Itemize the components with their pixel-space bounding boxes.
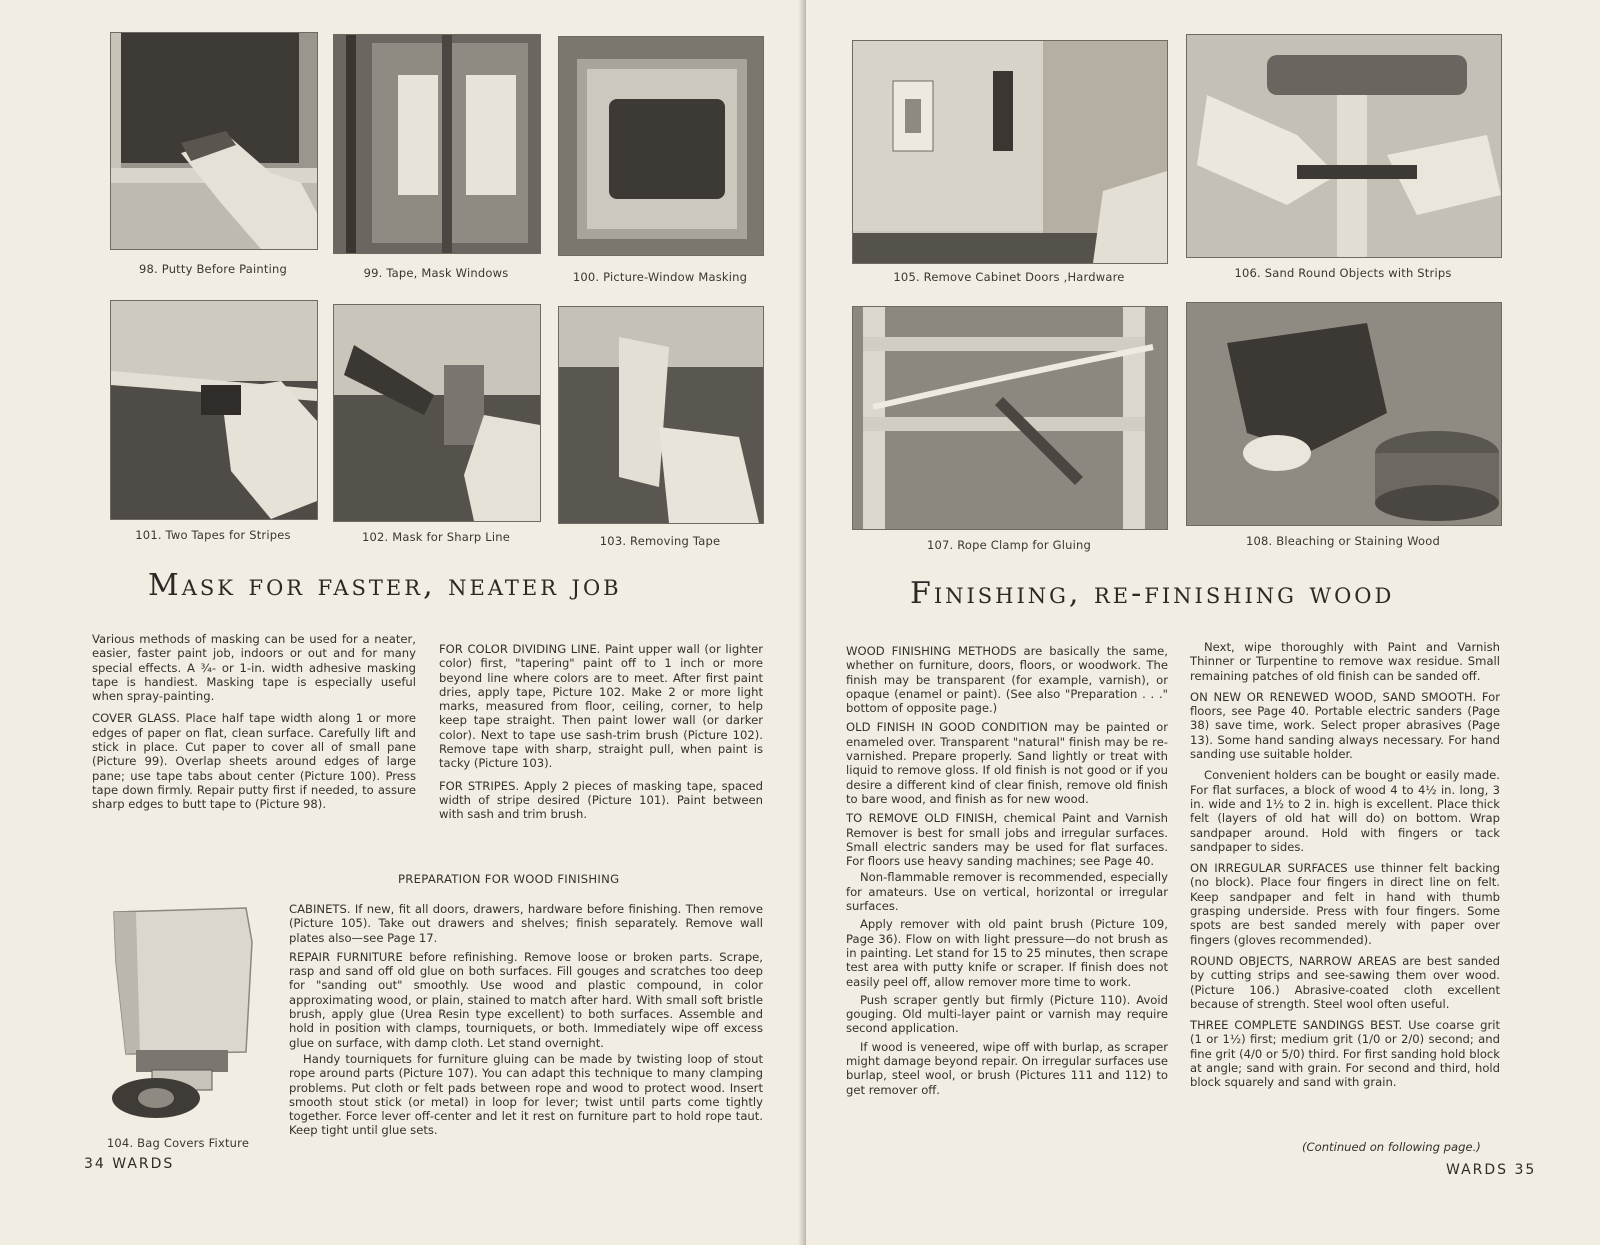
caption-101: 101. Two Tapes for Stripes (135, 528, 291, 542)
photo-105-cabinet-doors (852, 40, 1168, 264)
caption-98: 98. Putty Before Painting (139, 262, 287, 276)
subheading-preparation: PREPARATION FOR WOOD FINISHING (398, 872, 620, 886)
photo-100-picture-window (558, 36, 764, 256)
left-col-2 (439, 642, 763, 830)
caption-106: 106. Sand Round Objects with Strips (1234, 266, 1452, 280)
paragraph-non-flammable: Non-flammable remover is recommended, especially for amateurs. Use on vertical, horizontal or irregular surfaces. (846, 870, 1168, 914)
caption-100: 100. Picture-Window Masking (572, 270, 748, 284)
paragraph-holders: Convenient holders can be bought or easily made. For flat surfaces, a block of wood 4 to 4½ in. long, 3 in. wide and 1½ to 2 in. high is excellent. Place thick felt (layers of old hat will do) on bottom. Wrap sandpaper around. Hold with fingers or tack sandpaper to sides. (1190, 768, 1500, 854)
paragraph-apply-remover: Apply remover with old paint brush (Picture 109, Page 36). Flow on with light pressure—do not brush as in painting. Let stand for 15 to 25 minutes, then scrape test area with putty knife or scraper. If finish does not easily peel off, allow remover more time to work. (846, 917, 1168, 989)
caption-104: 104. Bag Covers Fixture (106, 1136, 250, 1150)
paragraph-cabinets: CABINETS. If new, fit all doors, drawers, hardware before finishing. Then remove (Picture 105). Take out drawers and shelves; finish separately. Remove wall plates also—see Page 17. (289, 902, 763, 945)
photo-103-removing-tape (558, 306, 764, 524)
paragraph-irregular-surfaces: ON IRREGULAR SURFACES use thinner felt backing (no block). Place four fingers in direct line on felt. Keep sandpaper and felt in hand with thumb grasping underside. Press with four fingers. Some spots are best sanded merely with paper over fingers (gloves recommended). (1190, 861, 1500, 947)
caption-108: 108. Bleaching or Staining Wood (1246, 534, 1440, 548)
paragraph-cover-glass: COVER GLASS. Place half tape width along 1 or more edges of paper on flat, clean surface. Carefully lift and stick in place. Cut paper to cover all of small pane (Picture 99). Overlap sheets around edges of large pane; use tape tabs about center (Picture 100). Press tape down firmly. Repair putty first if needed, to assure sharp edges to butt tape to (Picture 98). (92, 711, 416, 812)
photo-104-bag-fixture (96, 902, 264, 1124)
right-page (806, 0, 1600, 1245)
paragraph-stripes: FOR STRIPES. Apply 2 pieces of masking tape, spaced width of stripe desired (Picture 101). Paint between with sash and trim brush. (439, 778, 763, 822)
caption-102: 102. Mask for Sharp Line (361, 530, 511, 544)
left-col-1 (92, 632, 416, 820)
photo-107-rope-clamp (852, 306, 1168, 530)
right-col-2 (1190, 640, 1500, 1098)
paragraph-old-finish: OLD FINISH IN GOOD CONDITION may be painted or enameled over. Transparent "natural" finish may be re-varnished. Prepare properly. Sand lightly or treat with liquid to remove gloss. If old finish is not good or if you desire a different kind of clear finish, remove old finish to bare wood, and finish as for new wood. (846, 720, 1168, 806)
caption-107: 107. Rope Clamp for Gluing (926, 538, 1092, 552)
photo-101-two-tapes (110, 300, 318, 520)
paragraph-round-objects: ROUND OBJECTS, NARROW AREAS are best sanded by cutting strips and see-sawing them over wood. (Picture 106.) Abrasive-coated cloth excellent because of strength. Steel wool often useful. (1190, 953, 1500, 1011)
paragraph-color-dividing-line: FOR COLOR DIVIDING LINE. Paint upper wall (or lighter color) first, "tapering" paint off to 1 inch or more beyond line where colors are to meet. After first paint dries, apply tape, Picture 102. Make 2 or more light marks, measured from floor, ceiling, corner, to help keep tape straight. Then paint lower wall (or darker color). Next to tape use sash-trim brush (Picture 102). Remove tape with sharp, straight pull, when paint is tacky (Picture 103). (439, 642, 763, 771)
photo-99-tape-windows (333, 34, 541, 254)
photo-108-bleaching (1186, 302, 1502, 526)
right-heading: Finishing, re-finishing wood (910, 576, 1395, 611)
photo-106-sand-round (1186, 34, 1502, 258)
caption-105: 105. Remove Cabinet Doors ,Hardware (893, 270, 1125, 284)
caption-103: 103. Removing Tape (599, 534, 721, 548)
paragraph-push-scraper: Push scraper gently but firmly (Picture 110). Avoid gouging. Old multi-layer paint or varnish may require second application. (846, 992, 1168, 1036)
paragraph-masking-intro: Various methods of masking can be used for a neater, easier, faster paint job, indoors or out and for many special effects. A ¾- or 1-in. width adhesive masking tape is handiest. Masking tape is especially useful when spray-painting. (92, 632, 416, 704)
right-folio: WARDS 35 (1446, 1162, 1537, 1178)
left-heading: Mask for faster, neater job (148, 568, 622, 603)
photo-98-putty (110, 32, 318, 250)
photo-102-sharp-line (333, 304, 541, 522)
paragraph-sand-smooth: ON NEW OR RENEWED WOOD, SAND SMOOTH. For floors, see Page 40. Portable electric sanders (Page 38) save time, work. Select proper abrasives (Page 13). Some hand sanding always necessary. For hand sanding use suitable holder. (1190, 689, 1500, 762)
paragraph-tourniquets: Handy tourniquets for furniture gluing can be made by twisting loop of stout rope around parts (Picture 107). You can adapt this technique to many clamping problems. Put cloth or felt pads between rope and wood to protect wood. Insert smooth stout stick (or metal) in loop for lever; twist until parts come tightly together. Force lever off-center and let it rest on furniture part to hold rope taut. Keep tight until glue sets. (289, 1051, 763, 1138)
left-folio: 34 WARDS (84, 1156, 175, 1172)
right-col-1 (846, 644, 1168, 1105)
left-col-3 (289, 902, 763, 1146)
paragraph-repair-furniture: REPAIR FURNITURE before refinishing. Remove loose or broken parts. Scrape, rasp and sand off old glue on both surfaces. Fill gouges and scratches too deep for "sanding out" smoothly. Use wood and plastic compound, in color approximating wood, or plain, stained to match after hard. With small soft bristle brush, apply glue (Urea Resin type excellent) to both surfaces. Assemble and hold in position with clamps, tourniquets, or both. Immediately wipe off excess glue on surface, with damp cloth. Let stand overnight. (289, 949, 763, 1050)
paragraph-remove-old-finish: TO REMOVE OLD FINISH, chemical Paint and Varnish Remover is best for small jobs and irregular surfaces. Small electric sanders may be used for flat surfaces. For floors use heavy sanding machines; see Page 40. (846, 811, 1168, 869)
continued-note: (Continued on following page.) (1302, 1140, 1481, 1154)
caption-99: 99. Tape, Mask Windows (363, 266, 509, 280)
paragraph-veneered: If wood is veneered, wipe off with burlap, as scraper might damage beyond repair. On irregular surfaces use burlap, steel wool, or brush (Pictures 111 and 112) to get remover off. (846, 1039, 1168, 1097)
paragraph-three-sandings: THREE COMPLETE SANDINGS BEST. Use coarse grit (1 or 1½) first; medium grit (1/0 or 2/0) second; and fine grit (4/0 or 5/0) third. For first sanding hold block at angle; sand with grain. For second and third, hold block squarely and sand with grain. (1190, 1018, 1500, 1090)
paragraph-wood-finishing-methods: WOOD FINISHING METHODS are basically the same, whether on furniture, doors, floors, or woodwork. The finish may be transparent (for example, varnish), or opaque (enamel or paint). (See also "Preparation . . ." bottom of opposite page.) (846, 644, 1168, 716)
paragraph-wipe-thoroughly: Next, wipe thoroughly with Paint and Varnish Thinner or Turpentine to remove wax residue. Small remaining patches of old finish can be sanded off. (1190, 640, 1500, 683)
